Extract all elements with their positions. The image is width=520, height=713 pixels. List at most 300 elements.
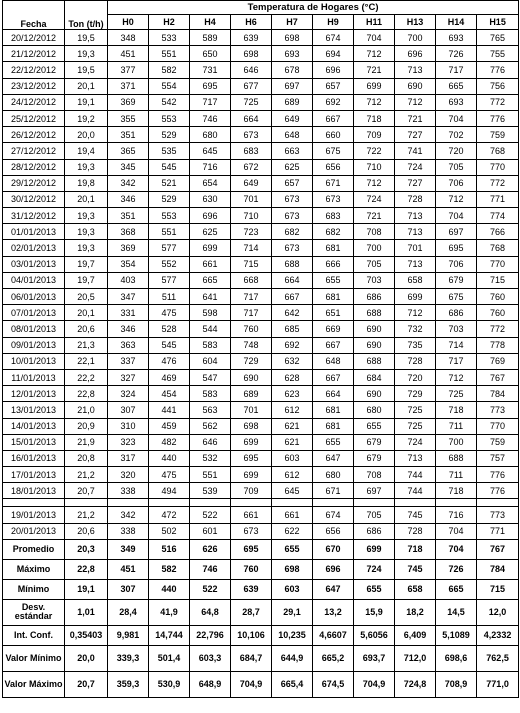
date-cell: 06/01/2013 — [3, 289, 65, 305]
temperature-cell: 310 — [108, 418, 149, 434]
ton-cell: 20,9 — [65, 418, 108, 434]
stat-label: Mínimo — [3, 579, 65, 599]
temperature-cell: 664 — [272, 272, 313, 288]
temperature-cell: 679 — [354, 434, 395, 450]
temperature-cell: 664 — [313, 386, 354, 402]
date-cell: 31/12/2012 — [3, 208, 65, 224]
temperature-cell: 365 — [108, 143, 149, 159]
stat-value: 530,9 — [149, 671, 190, 697]
table-row — [3, 127, 519, 143]
temperature-cell: 773 — [477, 507, 519, 523]
temperature-cell: 451 — [108, 46, 149, 62]
spacer-cell — [3, 499, 65, 507]
temperature-cell: 732 — [395, 321, 436, 337]
temperature-cell: 699 — [231, 434, 272, 450]
temperature-cell: 765 — [477, 30, 519, 46]
temperature-cell: 769 — [477, 353, 519, 369]
furnace-temperature-table — [2, 0, 519, 698]
stat-value: 20,7 — [65, 671, 108, 697]
date-cell: 01/01/2013 — [3, 224, 65, 240]
temperature-cell: 673 — [231, 127, 272, 143]
temperature-cell: 760 — [231, 321, 272, 337]
ton-cell: 19,3 — [65, 159, 108, 175]
ton-cell: 19,5 — [65, 30, 108, 46]
temperature-cell: 725 — [231, 94, 272, 110]
temperature-cell: 632 — [272, 353, 313, 369]
temperature-cell: 716 — [436, 507, 477, 523]
temperature-cell: 774 — [477, 208, 519, 224]
stat-value: 9,981 — [108, 625, 149, 645]
ton-cell: 19,1 — [65, 94, 108, 110]
table-row — [3, 240, 519, 256]
temperature-cell: 645 — [190, 143, 231, 159]
stat-value: 771,0 — [477, 671, 519, 697]
temperature-cell: 673 — [272, 208, 313, 224]
temperature-cell: 718 — [436, 402, 477, 418]
temperature-cell: 776 — [477, 110, 519, 126]
temperature-cell: 454 — [149, 386, 190, 402]
stat-value: 10,235 — [272, 625, 313, 645]
column-header-h2: H2 — [149, 15, 190, 30]
temperature-cell: 441 — [149, 402, 190, 418]
stat-value: 715 — [477, 579, 519, 599]
stat-value: 665,2 — [313, 645, 354, 671]
temperature-cell: 679 — [436, 272, 477, 288]
column-header-h6: H6 — [231, 15, 272, 30]
temperature-cell: 371 — [108, 78, 149, 94]
temperature-cell: 681 — [313, 240, 354, 256]
stat-value: 307 — [108, 579, 149, 599]
temperature-cell: 680 — [354, 402, 395, 418]
stat-value: 22,8 — [65, 559, 108, 579]
ton-cell: 19,3 — [65, 240, 108, 256]
temperature-cell: 776 — [477, 483, 519, 499]
temperature-cell: 337 — [108, 353, 149, 369]
stat-value: 582 — [149, 559, 190, 579]
temperature-cell: 472 — [149, 507, 190, 523]
stat-value: 698 — [272, 559, 313, 579]
temperature-cell: 647 — [313, 450, 354, 466]
stat-label: Int. Conf. — [3, 625, 65, 645]
temperature-cell: 671 — [313, 483, 354, 499]
temperature-cell: 346 — [108, 191, 149, 207]
ton-cell: 19,7 — [65, 256, 108, 272]
table-row — [3, 224, 519, 240]
stat-value: 4,6607 — [313, 625, 354, 645]
temperature-cell: 545 — [149, 159, 190, 175]
temperature-cell: 649 — [272, 110, 313, 126]
temperature-cell: 342 — [108, 507, 149, 523]
table-row — [3, 337, 519, 353]
temperature-cell: 744 — [395, 483, 436, 499]
temperature-cell: 521 — [149, 175, 190, 191]
stat-value: 6,409 — [395, 625, 436, 645]
spacer-cell — [190, 499, 231, 507]
fecha-header: Fecha — [3, 1, 65, 30]
temperature-cell: 699 — [395, 289, 436, 305]
temperature-cell: 696 — [190, 208, 231, 224]
date-cell: 09/01/2013 — [3, 337, 65, 353]
stat-value: 760 — [231, 559, 272, 579]
temperature-cell: 535 — [149, 143, 190, 159]
stat-value: 626 — [190, 539, 231, 559]
temperature-cell: 704 — [354, 30, 395, 46]
temperature-cell: 690 — [231, 369, 272, 385]
ton-cell: 20,8 — [65, 450, 108, 466]
temperature-cell: 717 — [436, 62, 477, 78]
ton-cell: 20,1 — [65, 305, 108, 321]
date-cell: 24/12/2012 — [3, 94, 65, 110]
temperature-cell: 701 — [231, 402, 272, 418]
date-cell: 17/01/2013 — [3, 467, 65, 483]
stat-value: 718 — [395, 539, 436, 559]
temperature-cell: 710 — [354, 159, 395, 175]
stat-value: 674,5 — [313, 671, 354, 697]
temperature-cell: 342 — [108, 175, 149, 191]
table-row — [3, 483, 519, 499]
temperature-cell: 475 — [149, 305, 190, 321]
temperature-cell: 502 — [149, 523, 190, 539]
temperature-cell: 529 — [149, 191, 190, 207]
temperature-cell: 729 — [231, 353, 272, 369]
stat-value: 708,9 — [436, 671, 477, 697]
temperature-cell: 553 — [149, 110, 190, 126]
date-cell: 26/12/2012 — [3, 127, 65, 143]
temperature-cell: 690 — [354, 337, 395, 353]
temperature-cell: 756 — [477, 78, 519, 94]
temperature-cell: 320 — [108, 467, 149, 483]
temperature-cell: 651 — [313, 305, 354, 321]
spacer-cell — [65, 499, 108, 507]
temperature-cell: 649 — [231, 175, 272, 191]
temperature-cell: 760 — [477, 305, 519, 321]
ton-cell: 21,3 — [65, 337, 108, 353]
temperature-cell: 778 — [477, 337, 519, 353]
ton-cell: 21,9 — [65, 434, 108, 450]
temperature-cell: 539 — [190, 483, 231, 499]
temperature-cell: 683 — [313, 208, 354, 224]
temperature-cell: 696 — [395, 46, 436, 62]
temperature-cell: 673 — [272, 240, 313, 256]
temperature-cell: 725 — [395, 418, 436, 434]
temperature-cell: 317 — [108, 450, 149, 466]
temperature-cell: 708 — [354, 224, 395, 240]
temperature-cell: 667 — [313, 369, 354, 385]
temperature-cell: 702 — [436, 127, 477, 143]
stat-value: 704,9 — [354, 671, 395, 697]
temperature-cell: 705 — [436, 159, 477, 175]
temperature-cell: 681 — [313, 418, 354, 434]
table-row — [3, 305, 519, 321]
temperature-cell: 563 — [190, 402, 231, 418]
spacer-cell — [108, 499, 149, 507]
table-row — [3, 289, 519, 305]
temperature-cell: 665 — [436, 78, 477, 94]
temperature-cell: 695 — [436, 240, 477, 256]
stat-value: 726 — [436, 559, 477, 579]
stat-value: 670 — [313, 539, 354, 559]
spacer-cell — [149, 499, 190, 507]
temperature-cell: 621 — [272, 434, 313, 450]
ton-cell: 19,8 — [65, 175, 108, 191]
date-cell: 08/01/2013 — [3, 321, 65, 337]
temperature-cell: 760 — [477, 289, 519, 305]
spacer-cell — [272, 499, 313, 507]
stat-value: 603,3 — [190, 645, 231, 671]
temperature-cell: 522 — [190, 507, 231, 523]
column-header-h13: H13 — [395, 15, 436, 30]
stat-value: 712,0 — [395, 645, 436, 671]
temperature-cell: 713 — [395, 450, 436, 466]
ton-cell: 19,3 — [65, 208, 108, 224]
stat-value: 704,9 — [231, 671, 272, 697]
temperature-cell: 695 — [231, 450, 272, 466]
stat-value: 655 — [354, 579, 395, 599]
stat-value: 655 — [272, 539, 313, 559]
temperature-cell: 721 — [354, 62, 395, 78]
temperature-cell: 672 — [231, 159, 272, 175]
date-cell: 10/01/2013 — [3, 353, 65, 369]
temperature-cell: 770 — [477, 159, 519, 175]
temperature-cell: 547 — [190, 369, 231, 385]
temperature-cell: 511 — [149, 289, 190, 305]
temperature-cell: 680 — [313, 467, 354, 483]
temperature-cell: 712 — [354, 175, 395, 191]
temperature-cell: 704 — [436, 208, 477, 224]
stat-label: Desv. estándar — [3, 599, 65, 625]
stat-value: 724,8 — [395, 671, 436, 697]
column-header-h14: H14 — [436, 15, 477, 30]
temperature-cell: 669 — [313, 321, 354, 337]
stat-label: Promedio — [3, 539, 65, 559]
temperature-cell: 729 — [395, 386, 436, 402]
temperature-cell: 693 — [272, 46, 313, 62]
table-row — [3, 46, 519, 62]
stat-value: 644,9 — [272, 645, 313, 671]
temperature-cell: 562 — [190, 418, 231, 434]
temperature-cell: 695 — [190, 78, 231, 94]
temperature-cell: 728 — [395, 523, 436, 539]
temperature-cell: 701 — [231, 191, 272, 207]
ton-cell: 20,1 — [65, 78, 108, 94]
temperature-cell: 663 — [272, 143, 313, 159]
stat-value: 451 — [108, 559, 149, 579]
temperature-cell: 714 — [436, 337, 477, 353]
temperature-cell: 699 — [231, 467, 272, 483]
temperature-cell: 679 — [354, 450, 395, 466]
date-cell: 15/01/2013 — [3, 434, 65, 450]
ton-cell: 22,1 — [65, 353, 108, 369]
stat-value: 18,2 — [395, 599, 436, 625]
temperature-cell: 693 — [436, 30, 477, 46]
temperature-cell: 327 — [108, 369, 149, 385]
temperature-cell: 735 — [395, 337, 436, 353]
stat-value: 501,4 — [149, 645, 190, 671]
table-row — [3, 353, 519, 369]
temperature-cell: 677 — [231, 78, 272, 94]
temperature-cell: 664 — [231, 110, 272, 126]
temperature-cell: 648 — [313, 353, 354, 369]
temperature-cell: 710 — [231, 208, 272, 224]
temperature-cell: 723 — [231, 224, 272, 240]
column-header-h11: H11 — [354, 15, 395, 30]
temperature-cell: 469 — [149, 369, 190, 385]
temperature-cell: 706 — [436, 175, 477, 191]
date-cell: 16/01/2013 — [3, 450, 65, 466]
temperature-cell: 665 — [190, 272, 231, 288]
spacer-cell — [395, 499, 436, 507]
date-cell: 20/01/2013 — [3, 523, 65, 539]
temperature-cell: 766 — [477, 224, 519, 240]
stat-value: 698,6 — [436, 645, 477, 671]
ton-cell: 19,4 — [65, 143, 108, 159]
temperature-cell: 718 — [436, 483, 477, 499]
temperature-cell: 553 — [149, 208, 190, 224]
temperature-cell: 688 — [354, 305, 395, 321]
column-header-h0: H0 — [108, 15, 149, 30]
temperature-cell: 612 — [272, 402, 313, 418]
ton-cell: 19,2 — [65, 110, 108, 126]
temperature-cell: 712 — [395, 305, 436, 321]
temperature-cell: 701 — [395, 240, 436, 256]
temperature-cell: 772 — [477, 175, 519, 191]
temperature-cell: 700 — [436, 434, 477, 450]
temperature-title: Temperatura de Hogares (°C) — [108, 1, 519, 15]
ton-header: Ton (t/h) — [65, 1, 108, 30]
temperature-cell: 727 — [395, 175, 436, 191]
temperature-cell: 773 — [477, 402, 519, 418]
column-header-h4: H4 — [190, 15, 231, 30]
temperature-cell: 307 — [108, 402, 149, 418]
temperature-cell: 713 — [395, 62, 436, 78]
temperature-cell: 720 — [436, 143, 477, 159]
temperature-cell: 583 — [190, 386, 231, 402]
temperature-cell: 582 — [149, 62, 190, 78]
stat-row — [3, 539, 519, 559]
temperature-cell: 690 — [354, 321, 395, 337]
temperature-cell: 368 — [108, 224, 149, 240]
temperature-cell: 377 — [108, 62, 149, 78]
date-cell: 20/12/2012 — [3, 30, 65, 46]
spacer-cell — [436, 499, 477, 507]
temperature-cell: 655 — [313, 434, 354, 450]
temperature-cell: 630 — [190, 191, 231, 207]
temperature-cell: 727 — [395, 127, 436, 143]
temperature-cell: 403 — [108, 272, 149, 288]
stat-value: 41,9 — [149, 599, 190, 625]
ton-cell: 20,6 — [65, 321, 108, 337]
temperature-cell: 722 — [354, 143, 395, 159]
temperature-cell: 650 — [190, 46, 231, 62]
stat-value: 12,0 — [477, 599, 519, 625]
temperature-cell: 347 — [108, 289, 149, 305]
date-cell: 07/01/2013 — [3, 305, 65, 321]
stat-value: 64,8 — [190, 599, 231, 625]
temperature-cell: 351 — [108, 127, 149, 143]
date-cell: 11/01/2013 — [3, 369, 65, 385]
temperature-cell: 369 — [108, 94, 149, 110]
temperature-cell: 712 — [395, 94, 436, 110]
stat-value: 695 — [231, 539, 272, 559]
temperature-cell: 369 — [108, 240, 149, 256]
temperature-cell: 770 — [477, 256, 519, 272]
spacer-row — [3, 499, 519, 507]
temperature-cell: 545 — [149, 337, 190, 353]
temperature-cell: 674 — [313, 30, 354, 46]
temperature-cell: 784 — [477, 386, 519, 402]
stat-value: 0,35403 — [65, 625, 108, 645]
temperature-cell: 583 — [190, 337, 231, 353]
temperature-cell: 694 — [313, 46, 354, 62]
temperature-cell: 689 — [272, 94, 313, 110]
temperature-cell: 713 — [395, 224, 436, 240]
temperature-cell: 331 — [108, 305, 149, 321]
temperature-cell: 667 — [313, 337, 354, 353]
temperature-cell: 528 — [149, 321, 190, 337]
table-row — [3, 369, 519, 385]
date-cell: 18/01/2013 — [3, 483, 65, 499]
temperature-cell: 714 — [231, 240, 272, 256]
temperature-cell: 657 — [272, 175, 313, 191]
stat-value: 28,4 — [108, 599, 149, 625]
stat-value: 14,744 — [149, 625, 190, 645]
temperature-cell: 689 — [231, 386, 272, 402]
temperature-cell: 712 — [436, 369, 477, 385]
temperature-cell: 711 — [436, 418, 477, 434]
date-cell: 22/12/2012 — [3, 62, 65, 78]
stat-label: Valor Mínimo — [3, 645, 65, 671]
temperature-cell: 712 — [354, 94, 395, 110]
temperature-cell: 682 — [313, 224, 354, 240]
temperature-cell: 324 — [108, 386, 149, 402]
table-row — [3, 450, 519, 466]
temperature-cell: 338 — [108, 523, 149, 539]
ton-cell: 19,7 — [65, 272, 108, 288]
ton-cell: 19,5 — [65, 62, 108, 78]
ton-cell: 20,1 — [65, 191, 108, 207]
temperature-cell: 699 — [354, 78, 395, 94]
temperature-cell: 542 — [149, 94, 190, 110]
temperature-cell: 720 — [395, 369, 436, 385]
spacer-cell — [313, 499, 354, 507]
column-header-h7: H7 — [272, 15, 313, 30]
temperature-cell: 678 — [272, 62, 313, 78]
temperature-cell: 755 — [477, 46, 519, 62]
stat-value: 639 — [231, 579, 272, 599]
temperature-cell: 641 — [190, 289, 231, 305]
temperature-cell: 667 — [313, 110, 354, 126]
stat-value: 693,7 — [354, 645, 395, 671]
spacer-cell — [354, 499, 395, 507]
temperature-cell: 717 — [231, 289, 272, 305]
temperature-cell: 440 — [149, 450, 190, 466]
date-cell: 19/01/2013 — [3, 507, 65, 523]
table-row — [3, 321, 519, 337]
temperature-cell: 666 — [313, 256, 354, 272]
date-cell: 02/01/2013 — [3, 240, 65, 256]
temperature-cell: 705 — [354, 256, 395, 272]
temperature-cell: 589 — [190, 30, 231, 46]
temperature-cell: 703 — [436, 321, 477, 337]
temperature-cell: 698 — [231, 46, 272, 62]
temperature-cell: 704 — [436, 110, 477, 126]
temperature-cell: 661 — [272, 507, 313, 523]
temperature-cell: 601 — [190, 523, 231, 539]
date-cell: 12/01/2013 — [3, 386, 65, 402]
date-cell: 30/12/2012 — [3, 191, 65, 207]
temperature-cell: 686 — [354, 523, 395, 539]
temperature-cell: 772 — [477, 94, 519, 110]
